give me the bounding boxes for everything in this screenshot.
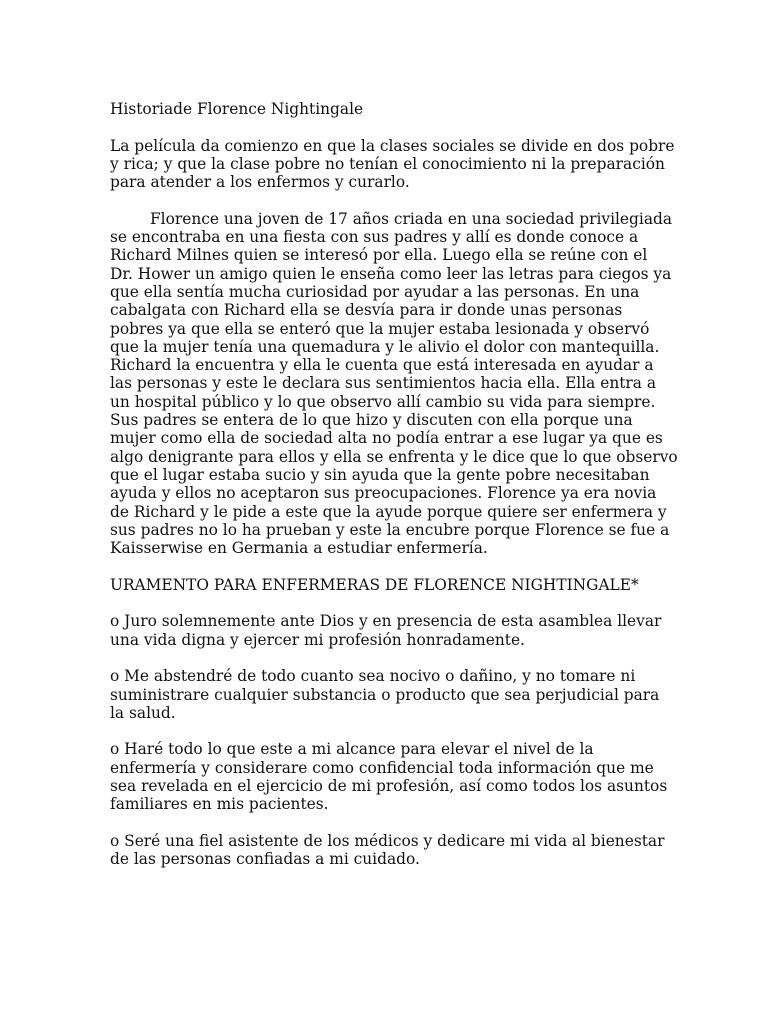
paragraph-gap: [110, 814, 670, 832]
paragraph-gap: [110, 191, 670, 209]
oath-item-4: [110, 832, 670, 869]
intro-paragraph: [110, 136, 675, 192]
story-line: que el lugar estaba sucio y sin ayuda que la gente pobre necesitaban: [110, 465, 650, 484]
story-line: de Richard y le pide a este que la ayude porque quiere ser enfermera y: [110, 502, 667, 521]
story-line: un hospital público y lo que observo allí cambio su vida para siempre.: [110, 392, 656, 411]
story-line: sus padres no lo ha prueban y este la encubre porque Florence se fue a: [110, 520, 670, 539]
story-line: Kaisserwise en Germania a estudiar enfermería.: [110, 539, 488, 558]
story-line: Richard Milnes quien se interesó por ella. Luego ella se reúne con el: [110, 246, 648, 265]
oath-line: o Haré todo lo que este a mi alcance para elevar el nivel de la: [110, 740, 594, 759]
story-line: las personas y este le declara sus sentimientos hacia ella. Ella entra a: [110, 374, 657, 393]
oath-item-3: [110, 740, 670, 813]
story-line: se encontraba en una fiesta con sus padres y allí es donde conoce a: [110, 228, 639, 247]
document-page: [110, 100, 678, 869]
story-line: Richard la encuentra y ella le cuenta que está interesada en ayudar a: [110, 356, 654, 375]
oath-line: de las personas confiadas a mi cuidado.: [110, 850, 420, 869]
oath-line: enfermería y considerare como confidencial toda información que me: [110, 758, 654, 777]
oath-item-1: [110, 612, 670, 649]
story-line: mujer como ella de sociedad alta no podía entrar a ese lugar ya que es: [110, 429, 663, 448]
story-line: algo denigrante para ellos y ella se enfrenta y le dice que lo que observo: [110, 447, 678, 466]
oath-heading: URAMENTO PARA ENFERMERAS DE FLORENCE NIGHTINGALE*: [110, 575, 639, 594]
oath-line: suministrare cualquier substancia o producto que sea perjudicial para: [110, 685, 660, 704]
paragraph-gap: [110, 557, 670, 575]
intro-line: La película da comienzo en que la clases sociales se divide en dos pobre: [110, 136, 675, 155]
oath-line: o Me abstendré de todo cuanto sea nocivo o dañino, y no tomare ni: [110, 667, 636, 686]
story-paragraph: [110, 209, 678, 558]
story-line: cabalgata con Richard ella se desvía para ir donde unas personas: [110, 301, 623, 320]
oath-line: o Seré una fiel asistente de los médicos y dedicare mi vida al bienestar: [110, 831, 665, 850]
document-title: Historiade Florence Nightingale: [110, 100, 364, 118]
paragraph-gap: [110, 594, 670, 612]
paragraph-gap: [110, 722, 670, 740]
oath-item-2: [110, 667, 670, 722]
story-line: Florence una joven de 17 años criada en una sociedad privilegiada: [150, 209, 673, 228]
story-line: ayuda y ellos no aceptaron sus preocupaciones. Florence ya era novia: [110, 484, 657, 503]
story-line: que la mujer tenía una quemadura y le alivio el dolor con mantequilla.: [110, 337, 660, 356]
story-line: que ella sentía mucha curiosidad por ayudar a las personas. En una: [110, 282, 640, 301]
paragraph-gap: [110, 649, 670, 667]
oath-line: familiares en mis pacientes.: [110, 795, 329, 814]
oath-line: sea revelada en el ejercicio de mi profesión, así como todos los asuntos: [110, 776, 668, 795]
intro-line: para atender a los enfermos y curarlo.: [110, 173, 410, 192]
oath-line: la salud.: [110, 703, 176, 722]
story-line: Dr. Hower un amigo quien le enseña como leer las letras para ciegos ya: [110, 264, 672, 283]
story-line: pobres ya que ella se enteró que la mujer estaba lesionada y observó: [110, 319, 650, 338]
oath-line: una vida digna y ejercer mi profesión honradamente.: [110, 630, 525, 649]
intro-line: y rica; y que la clase pobre no tenían el conocimiento ni la preparación: [110, 154, 665, 173]
story-line: Sus padres se entera de lo que hizo y discuten con ella porque una: [110, 411, 633, 430]
oath-line: o Juro solemnemente ante Dios y en presencia de esta asamblea llevar: [110, 612, 662, 631]
